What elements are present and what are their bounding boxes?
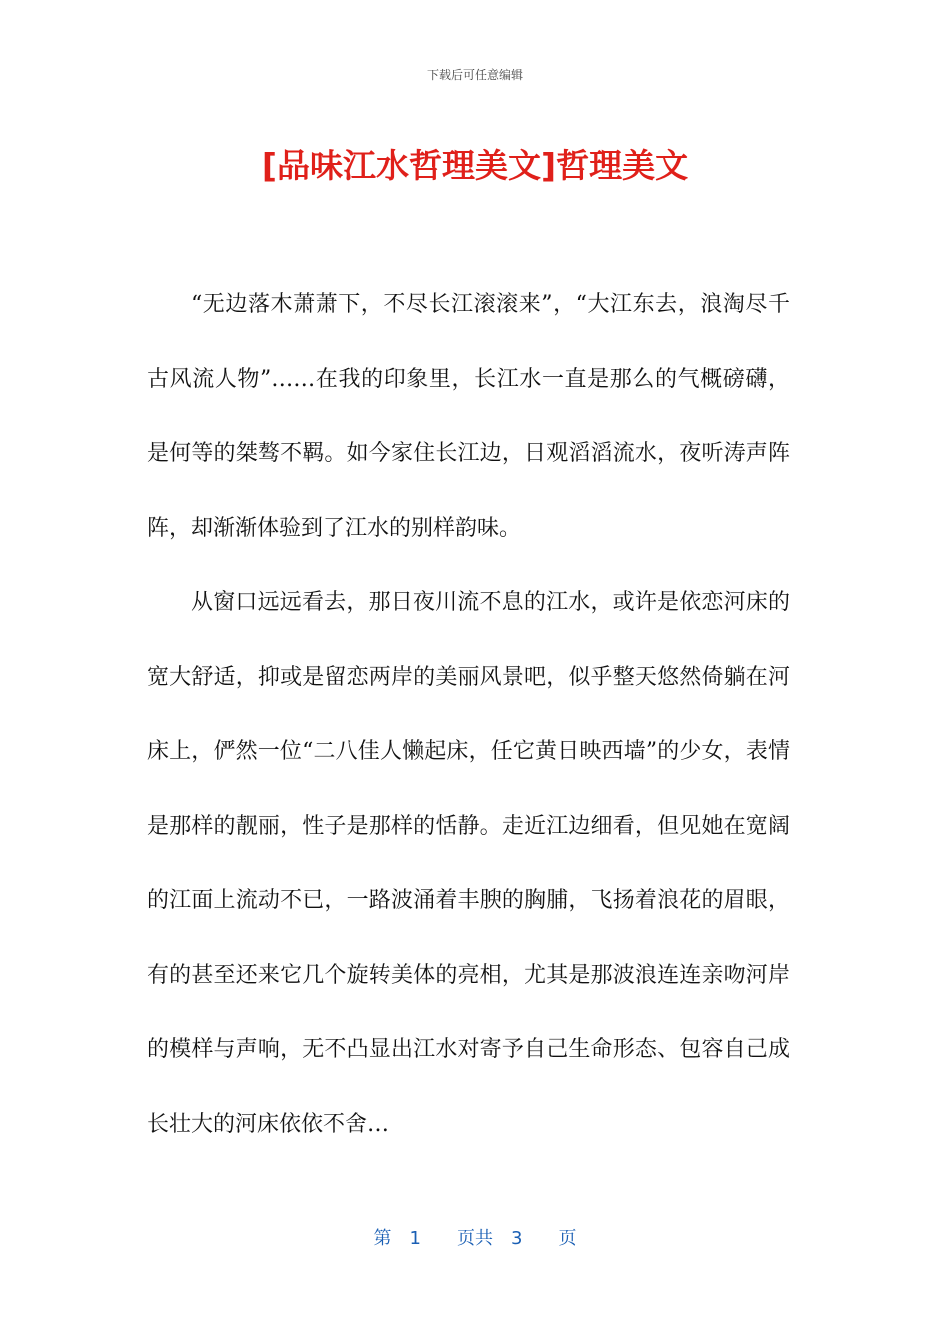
document-title: [品味江水哲理美文]哲理美文 [261, 146, 689, 185]
page-number: 1 [409, 1228, 421, 1249]
page-label-suffix: 页 [558, 1228, 577, 1249]
page-label-prefix: 第 [373, 1228, 392, 1249]
page-footer [0, 1224, 950, 1250]
page-label-mid: 页共 [457, 1228, 493, 1249]
paragraph-2: 从窗口远远看去，那日夜川流不息的江水，或许是依恋河床的宽大舒适，抑或是留恋两岸的美丽风景吧，似乎整天悠然倚躺在河床上，俨然一位“二八佳人懒起床，任它黄日映西墙”的少女，表情是那样的靓丽，性子是那样的恬静。走近江边细看，但见她在宽阔的江面上流动不已，一路波涌着丰腴的胸脯，飞扬着浪花的眉眼，有的甚至还来它几个旋转美体的亮相，尤其是那波浪连连亲吻河岸的模样与声响，无不凸显出江水对寄予自己生命形态、包容自己成长壮大的河床依依不舍… [147, 590, 790, 1137]
header-note: 下载后可任意编辑 [426, 68, 523, 82]
paragraph-1: “无边落木萧萧下，不尽长江滚滚来”，“大江东去，浪淘尽千古风流人物”……在我的印象里，长江水一直是那么的气概磅礴，是何等的桀骜不羁。如今家住长江边，日观滔滔流水，夜听涛声阵阵，却渐渐体验到了江水的别样韵味。 [147, 292, 790, 541]
document-body [147, 268, 790, 1162]
total-pages: 3 [511, 1228, 523, 1249]
